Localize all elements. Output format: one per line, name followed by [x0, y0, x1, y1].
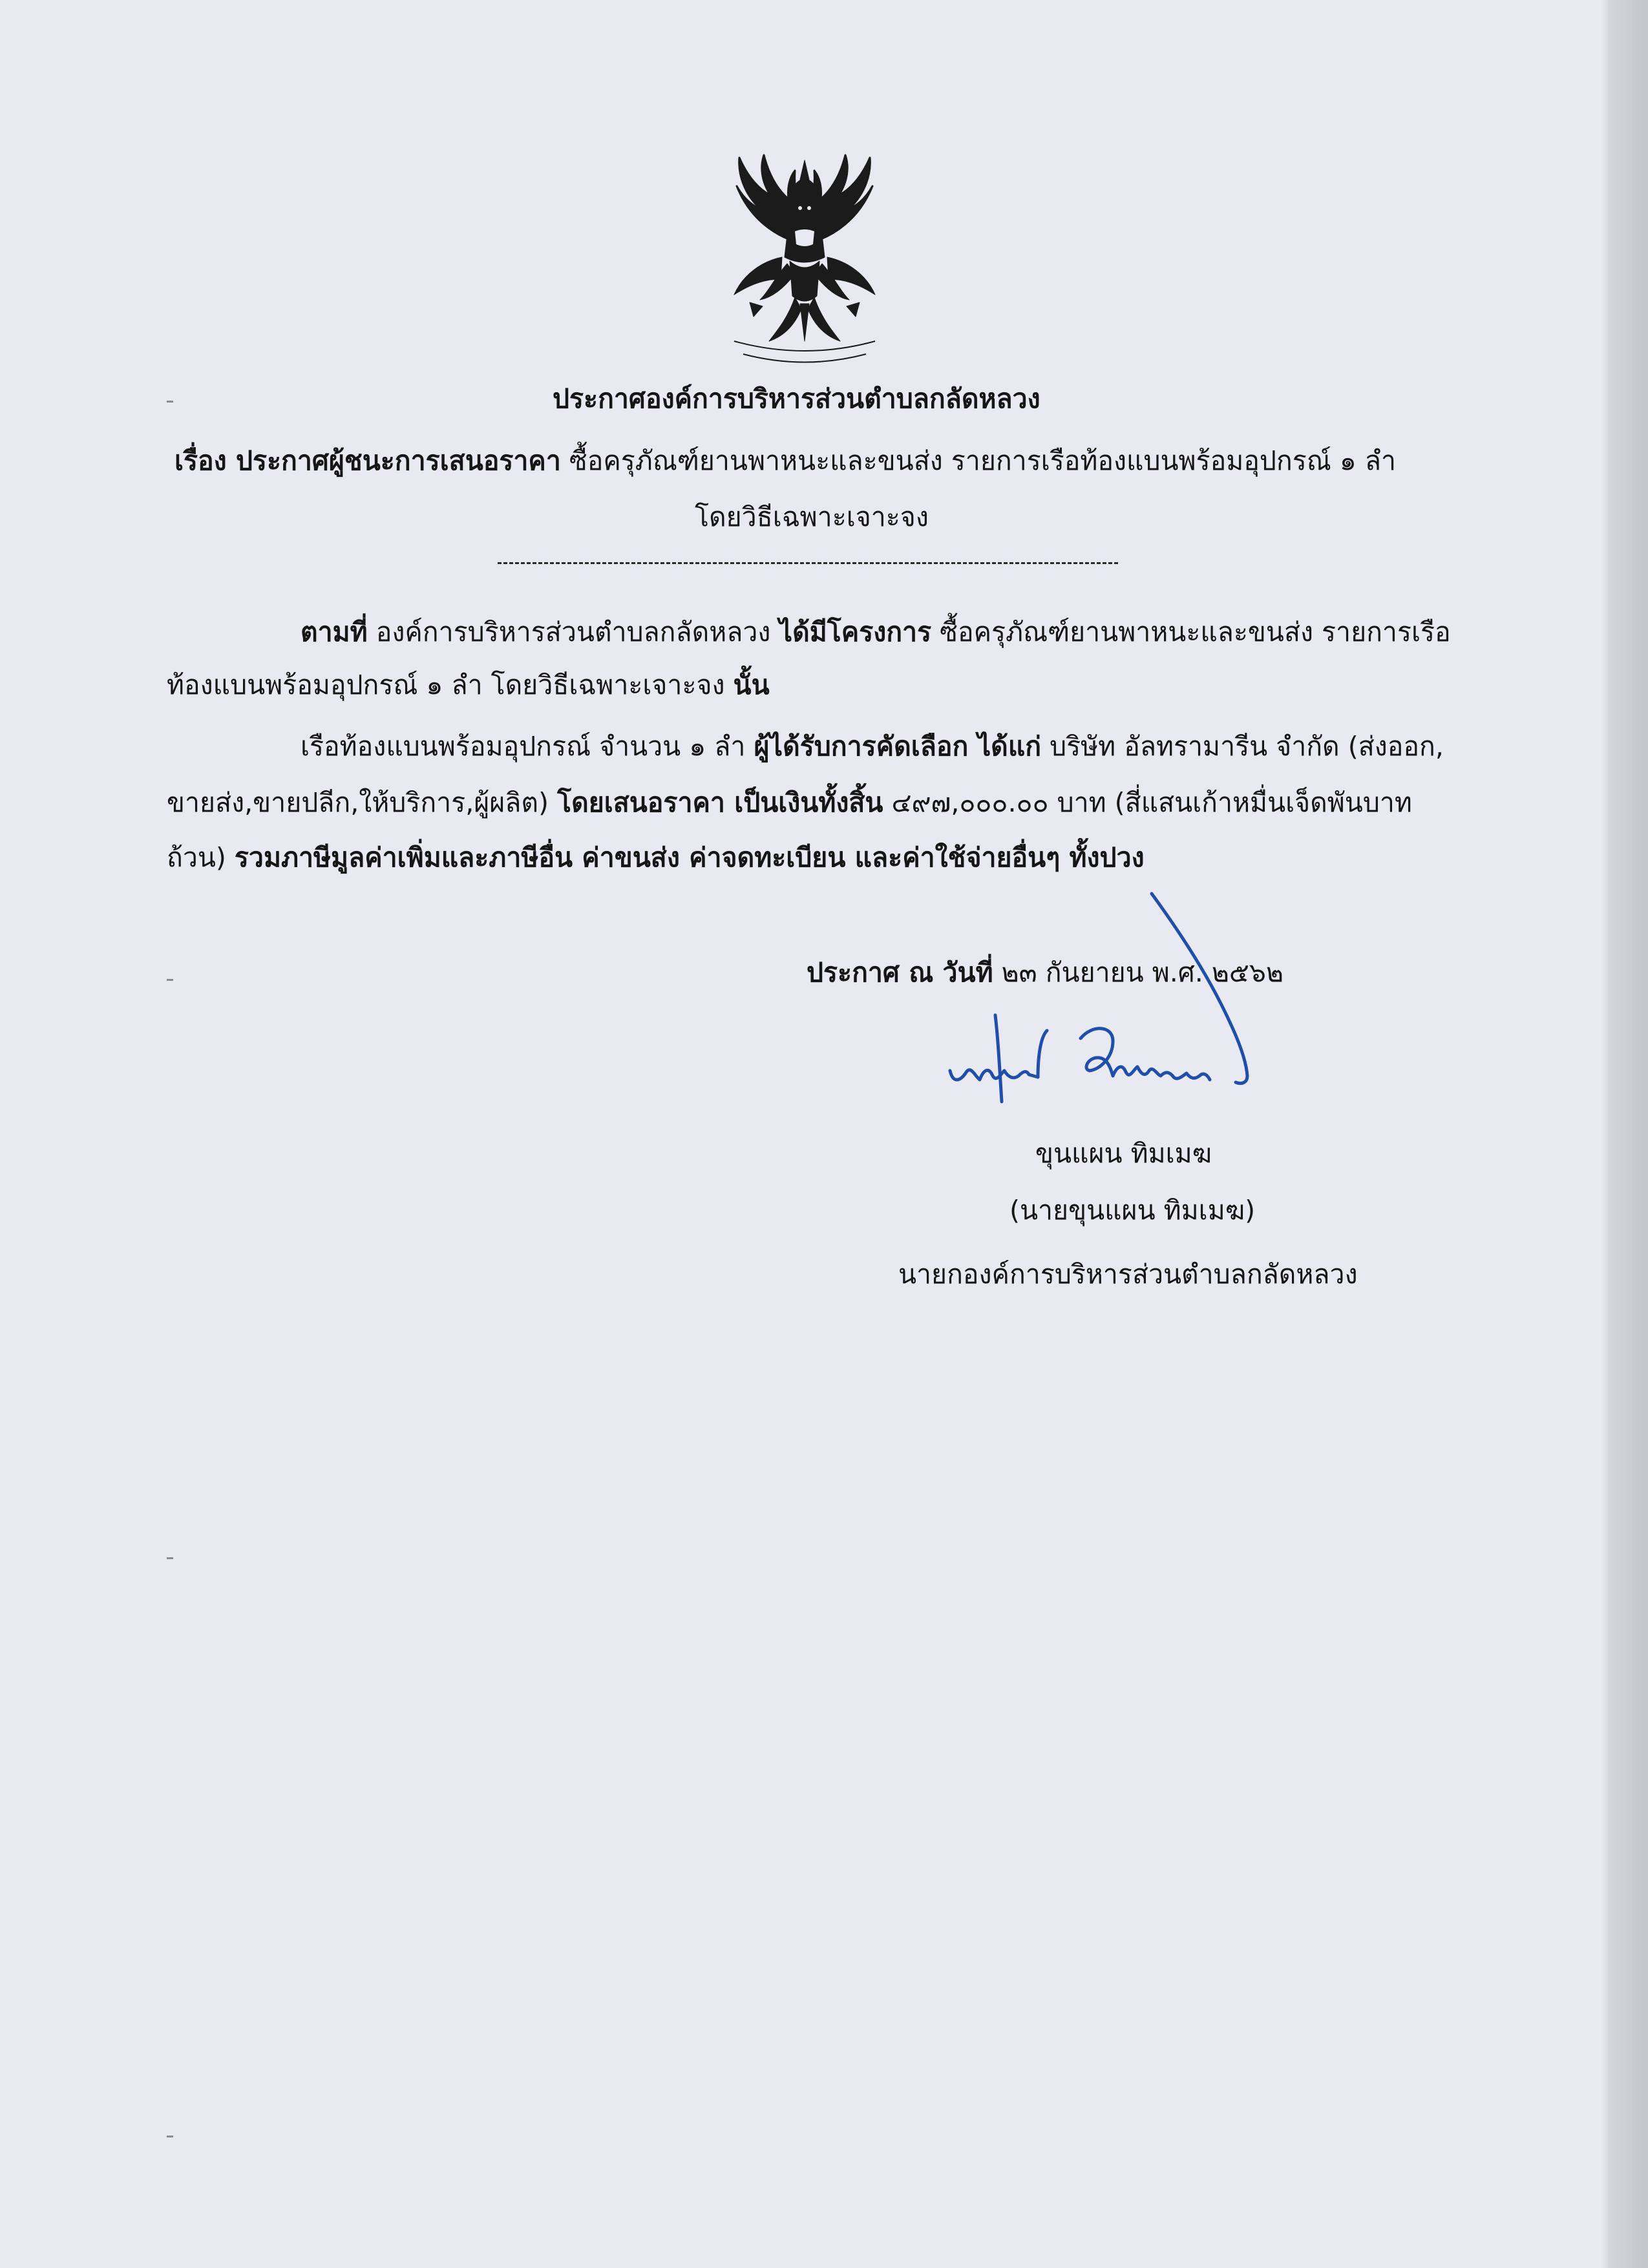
announce-label: ประกาศ ณ วันที่	[807, 957, 993, 988]
p2-l1-bold-b: ผู้ได้รับการคัดเลือก ได้แก่	[754, 731, 1042, 762]
scan-mark	[167, 2136, 173, 2137]
subject-text: ซื้อครุภัณฑ์ยานพาหนะและขนส่ง รายการเรือท้องแบนพร้อมอุปกรณ์ ๑ ลำ	[569, 445, 1396, 476]
signer-full-name: (นายขุนแผน ทิมเมฆ)	[1009, 1195, 1256, 1226]
p2-l2-text-a: ขายส่ง,ขายปลีก,ให้บริการ,ผู้ผลิต)	[167, 787, 558, 818]
p1-l1-bold-c: ได้มีโครงการ	[779, 616, 932, 647]
scan-mark	[167, 979, 173, 981]
p2-l3-bold-b: รวมภาษีมูลค่าเพิ่มและภาษีอื่น ค่าขนส่ง ค่าจดทะเบียน และค่าใช้จ่ายอื่นๆ ทั้งปวง	[234, 842, 1145, 873]
p2-l3-text-a: ถ้วน)	[167, 842, 235, 873]
announcement-title: ประกาศองค์การบริหารส่วนตำบลกลัดหลวง	[553, 383, 1041, 414]
p1-l2-bold-b: นั้น	[733, 669, 770, 700]
scan-mark	[167, 401, 173, 403]
paragraph-1-line-2	[167, 666, 770, 704]
subject-prefix: เรื่อง ประกาศผู้ชนะการเสนอราคา	[174, 445, 561, 476]
signer-position: นายกองค์การบริหารส่วนตำบลกลัดหลวง	[898, 1259, 1358, 1290]
paragraph-1-line-1	[301, 613, 1451, 651]
paper-shadow	[1601, 0, 1608, 2268]
p1-l1-text-b: องค์การบริหารส่วนตำบลกลัดหลวง	[367, 616, 779, 647]
p2-l2-text-c: ๔๙๗,๐๐๐.๐๐ บาท (สี่แสนเก้าหมื่นเจ็ดพันบาท	[883, 787, 1412, 818]
paragraph-2-line-3	[167, 838, 1145, 877]
p1-l2-text-a: ท้องแบนพร้อมอุปกรณ์ ๑ ลำ โดยวิธีเฉพาะเจาะจง	[167, 669, 734, 700]
paragraph-2-line-1	[301, 727, 1444, 766]
announce-date-value: ๒๓ กันยายน พ.ศ. ๒๕๖๒	[993, 957, 1284, 988]
p2-l2-bold-b: โดยเสนอราคา เป็นเงินทั้งสิ้น	[557, 787, 883, 818]
title-divider	[498, 562, 1118, 564]
signer-name: ขุนแผน ทิมเมฆ	[1035, 1138, 1212, 1169]
subject-line	[174, 441, 1396, 480]
garuda-emblem-icon	[698, 147, 911, 380]
paragraph-2-line-2	[167, 783, 1412, 822]
p1-l1-bold-a: ตามที่	[301, 616, 368, 647]
p2-l1-text-c: บริษัท อัลทรามารีน จำกัด (ส่งออก,	[1041, 731, 1444, 762]
scan-edge	[1608, 0, 1648, 2268]
p2-l1-text-a: เรือท้องแบนพร้อมอุปกรณ์ จำนวน ๑ ลำ	[301, 731, 754, 762]
handwritten-signature-icon	[944, 888, 1293, 1121]
subject-method: โดยวิธีเฉพาะเจาะจง	[695, 501, 929, 532]
scan-mark	[167, 1557, 173, 1559]
p1-l1-text-d: ซื้อครุภัณฑ์ยานพาหนะและขนส่ง รายการเรือ	[931, 616, 1451, 647]
